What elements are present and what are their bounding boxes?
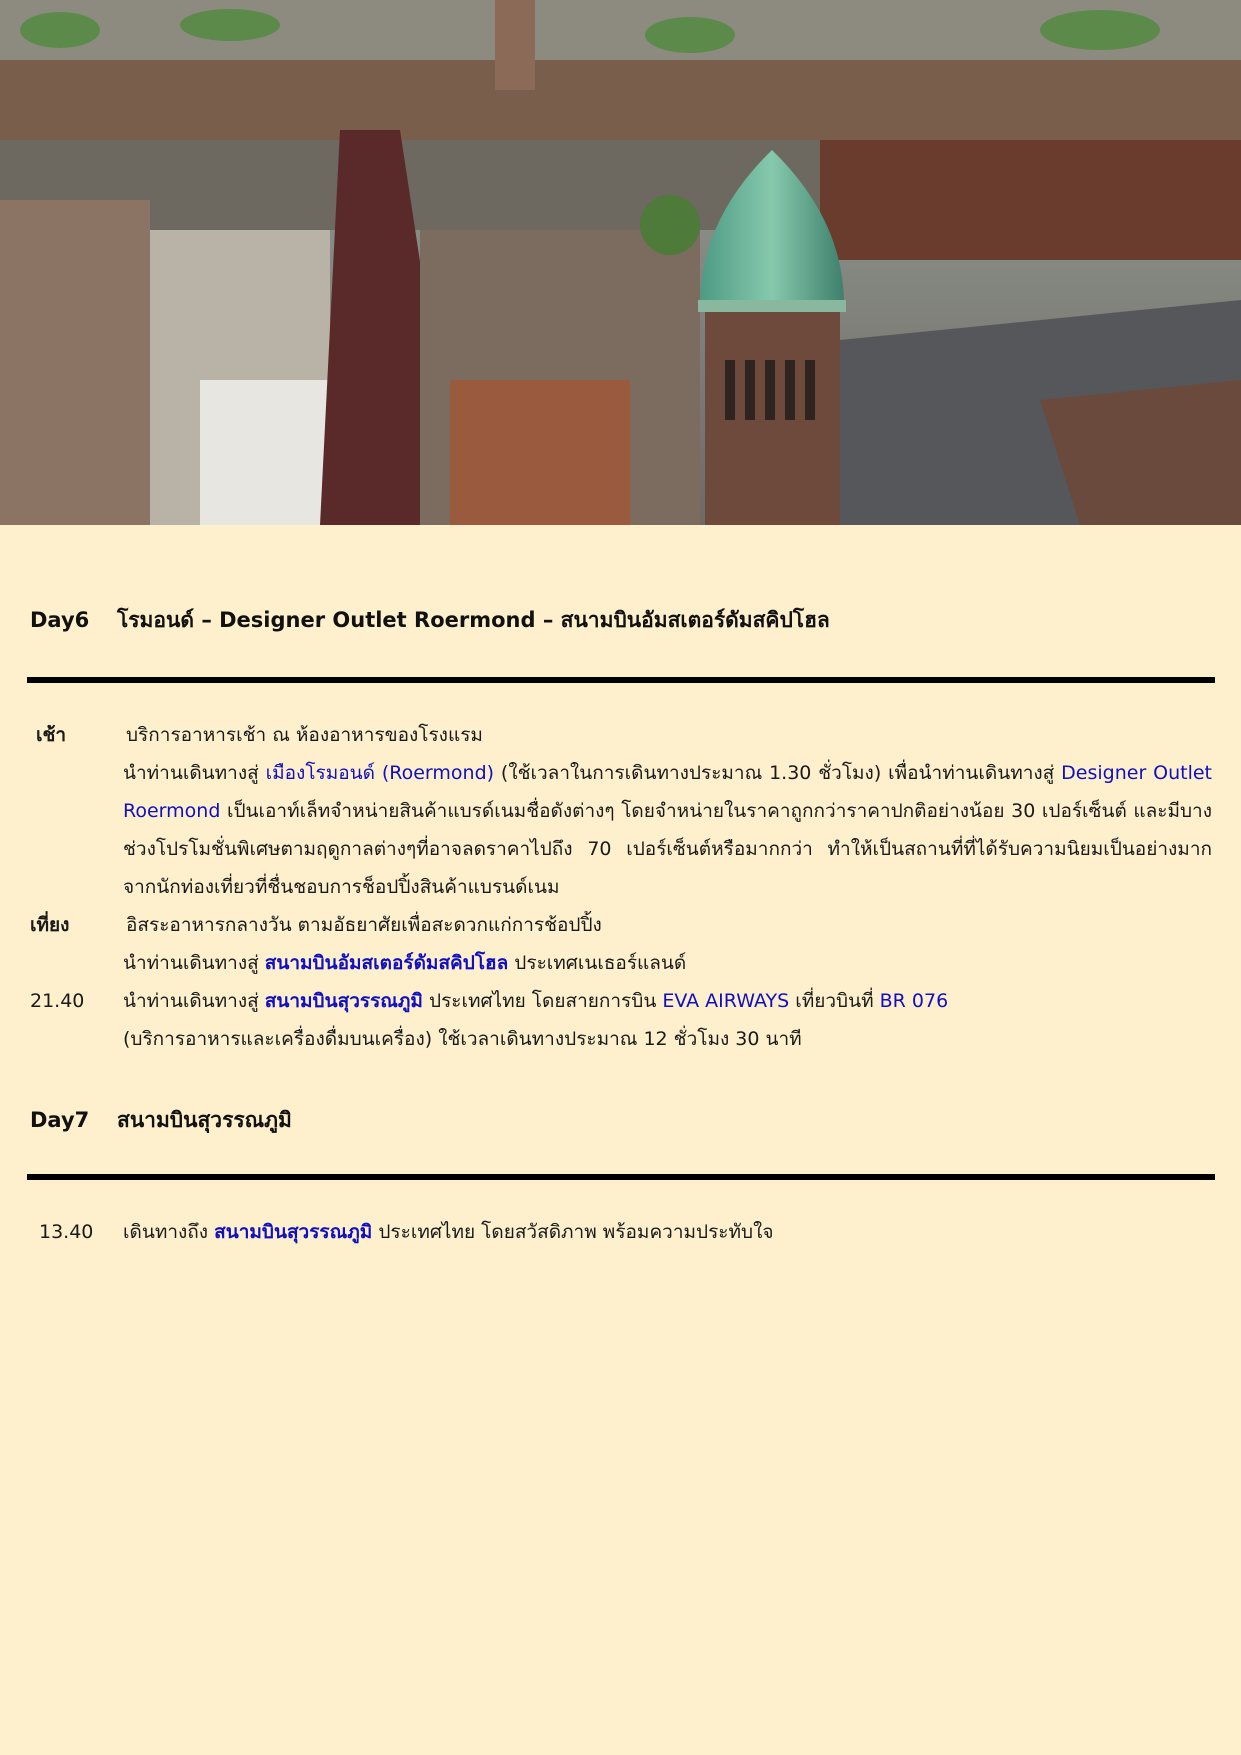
city-aerial-illustration (0, 0, 1241, 525)
p3-text-a: นำท่านเดินทางสู่ (123, 990, 265, 1012)
day7-number: Day7 (30, 1108, 90, 1132)
morning-label: เช้า (36, 724, 67, 746)
schiphol-airport: สนามบินอัมสเตอร์ดัมสคิปโฮล (264, 952, 509, 974)
p3-text-c: เที่ยวบินที่ (789, 990, 880, 1012)
breakfast-text: บริการอาหารเช้า ณ ห้องอาหารของโรงแรม (126, 724, 483, 746)
day6-heading (30, 604, 830, 637)
hero-photo (0, 0, 1241, 525)
designer-outlet-name: Designer Outlet Roermond (123, 762, 1212, 822)
arrival-line (123, 1213, 774, 1251)
day6-paragraph-roermond (123, 754, 1212, 906)
suvarnabhumi-airport: สนามบินสุวรรณภูมิ (264, 990, 423, 1012)
airline-name: EVA AIRWAYS (662, 990, 790, 1012)
day7-text-a: เดินทางถึง (123, 1221, 215, 1243)
day7-divider (27, 1174, 1215, 1180)
noon-label: เที่ยง (30, 914, 70, 936)
day7-airport: สนามบินสุวรรณภูมิ (214, 1221, 373, 1243)
arrival-time: 13.40 (39, 1221, 94, 1243)
p2-text-a: นำท่านเดินทางสู่ (123, 952, 265, 974)
day6-title: โรมอนด์ – Designer Outlet Roermond – สนามบินอัมสเตอร์ดัมสคิปโฮล (117, 608, 830, 632)
day7-heading (30, 1104, 292, 1137)
p1-text-c: เป็นเอาท์เล็ทจำหน่ายสินค้าแบรด์เนมชื่อดังต่างๆ โดยจำหน่ายในราคาถูกกว่าราคาปกติอย่างน้อย 30 เปอร์เซ็นต์ และมีบางช่วงโปรโมชั่นพิเศษตามฤดูกาลต่างๆที่อาจลดราคาไปถึง 70 เปอร์เซ็นต์หรือมากกว่า ทำให้เป็นสถานที่ที่ได้รับความนิยมเป็นอย่างมากจากนักท่องเที่ยวที่ชื่นชอบการช็อปปิ้งสินค้าแบรนด์เนม (123, 800, 1212, 898)
inflight-meal-text: (บริการอาหารและเครื่องดื่มบนเครื่อง) ใช้เวลาเดินทางประมาณ 12 ชั่วโมง 30 นาที (123, 1028, 802, 1050)
p3-text-b: ประเทศไทย โดยสายการบิน (422, 990, 663, 1012)
schiphol-line (123, 944, 686, 982)
roermond-city: เมืองโรมอนด์ (Roermond) (265, 762, 495, 784)
flight-number: BR 076 (879, 990, 949, 1012)
day6-divider (27, 677, 1215, 683)
day7-text-b: ประเทศไทย โดยสวัสดิภาพ พร้อมความประทับใจ (372, 1221, 774, 1243)
p1-text-b: (ใช้เวลาในการเดินทางประมาณ 1.30 ชั่วโมง) เพื่อนำท่านเดินทางสู่ (494, 762, 1062, 784)
flight-line (123, 982, 948, 1020)
p2-text-b: ประเทศเนเธอร์แลนด์ (508, 952, 687, 974)
day6-number: Day6 (30, 608, 90, 632)
flight-time: 21.40 (30, 990, 85, 1012)
p1-text-a: นำท่านเดินทางสู่ (123, 762, 266, 784)
day7-title: สนามบินสุวรรณภูมิ (117, 1108, 292, 1132)
lunch-text: อิสระอาหารกลางวัน ตามอัธยาศัยเพื่อสะดวกแก่การช้อปปิ้ง (126, 914, 602, 936)
